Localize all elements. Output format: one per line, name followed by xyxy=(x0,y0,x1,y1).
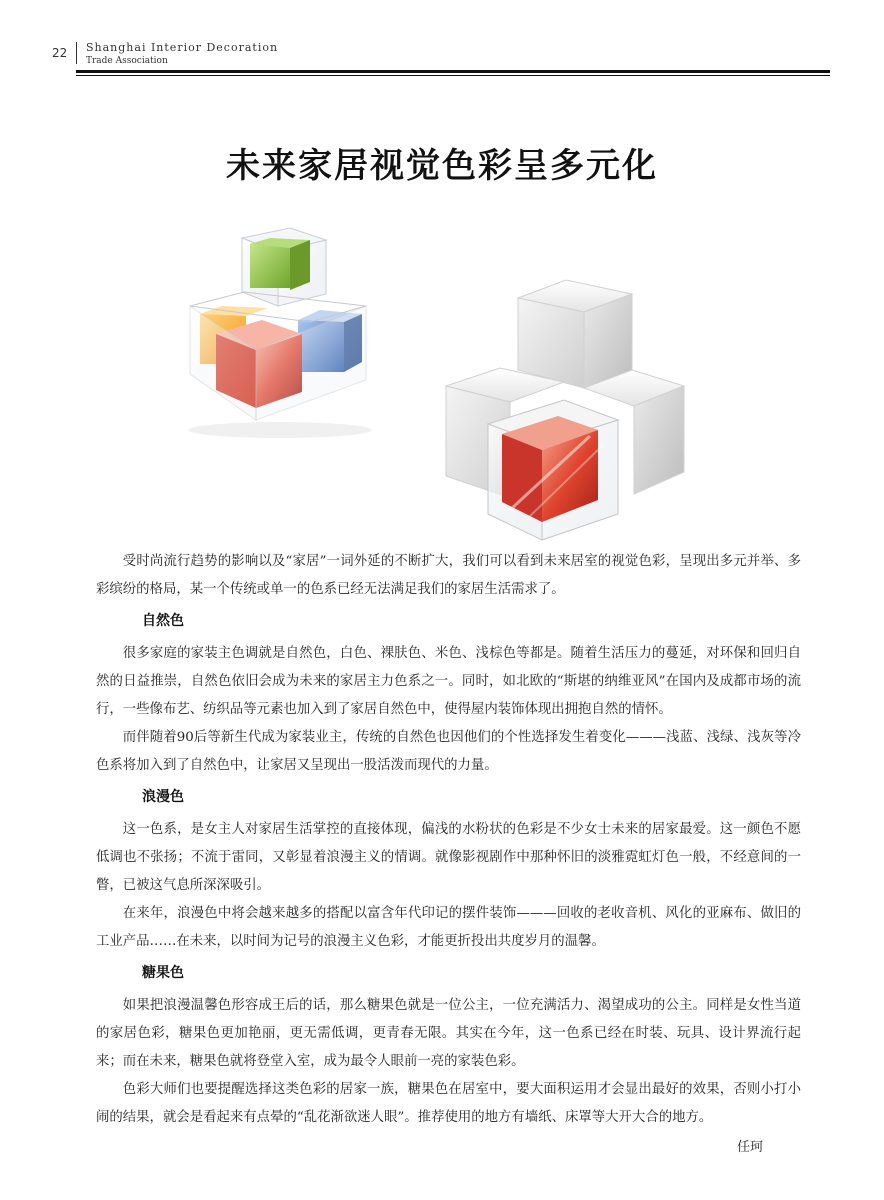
paragraph: 这一色系，是女主人对家居生活掌控的直接体现，偏浅的水粉状的色彩是不少女士未来的居家最爱。这一颜色不愿低调也不张扬；不流于雷同，又彰显着浪漫主义的情调。就像影视剧作中那种怀旧的淡雅霓虹灯色一般，不经意间的一瞥，已被这气息所深深吸引。 xyxy=(96,822,801,893)
author-name: 任珂 xyxy=(736,1140,763,1155)
paragraph: 如果把浪漫温馨色形容成王后的话，那么糖果色就是一位公主，一位充满活力、渴望成功的公主。同样是女性当道的家居色彩，糖果色更加艳丽，更无需低调，更青春无限。其实在今年，这一色系已经在时装、玩具、设计界流行起来；而在未来，糖果色就将登堂入室，成为最令人眼前一亮的家装色彩。 xyxy=(96,998,801,1069)
section-heading-natural: 自然色 xyxy=(142,613,184,629)
page-number: 22 xyxy=(52,46,68,60)
association-name: Shanghai Interior Decoration xyxy=(86,41,279,54)
article-body xyxy=(96,548,801,1162)
article-title: 未来家居视觉色彩呈多元化 xyxy=(226,146,658,186)
paragraph: 在来年，浪漫色中将会越来越多的搭配以富含年代印记的摆件装饰———回收的老收音机、风化的亚麻布、做旧的工业产品……在未来，以时间为记号的浪漫主义色彩，才能更折投出共度岁月的温馨。 xyxy=(96,906,801,949)
paragraph: 色彩大师们也要提醒选择这类色彩的居家一族，糖果色在居室中，要大面积运用才会显出最好的效果，否则小打小闹的结果，就会是看起来有点晕的“乱花渐欲迷人眼”。推荐使用的地方有墙纸、床罩等大开大合的地方。 xyxy=(96,1082,801,1125)
section-heading-candy: 糖果色 xyxy=(142,965,184,981)
header-rule-thick xyxy=(76,70,830,73)
green-cube xyxy=(250,244,290,288)
intro-paragraph: 受时尚流行趋势的影响以及“家居”一词外延的不断扩大，我们可以看到未来居室的视觉色彩，呈现出多元并举、多彩缤纷的格局，某一个传统或单一的色系已经无法满足我们的家居生活需求了。 xyxy=(96,554,801,597)
page-header xyxy=(0,0,884,80)
cubes-svg xyxy=(170,210,710,550)
section-heading-romantic: 浪漫色 xyxy=(142,789,184,805)
cubes-illustration xyxy=(170,210,710,550)
small-cube-cluster xyxy=(188,228,372,438)
large-cube-cluster xyxy=(446,280,684,540)
header-rule-thin xyxy=(76,75,830,76)
paragraph: 很多家庭的家装主色调就是自然色，白色、裸肤色、米色、浅棕色等都是。随着生活压力的蔓延，对环保和回归自然的日益推崇，自然色依旧会成为未来的家居主力色系之一。同时，如北欧的“斯堪的纳维亚风”在国内及成都市场的流行，一些像布艺、纺织品等元素也加入到了家居自然色中，使得屋内装饰体现出拥抱自然的情怀。 xyxy=(96,646,801,717)
paragraph: 而伴随着90后等新生代成为家装业主，传统的自然色也因他们的个性选择发生着变化———浅蓝、浅绿、浅灰等冷色系将加入到了自然色中，让家居又呈现出一股活泼而现代的力量。 xyxy=(96,730,801,773)
header-separator xyxy=(76,42,77,64)
association-subtitle: Trade Association xyxy=(86,56,168,66)
